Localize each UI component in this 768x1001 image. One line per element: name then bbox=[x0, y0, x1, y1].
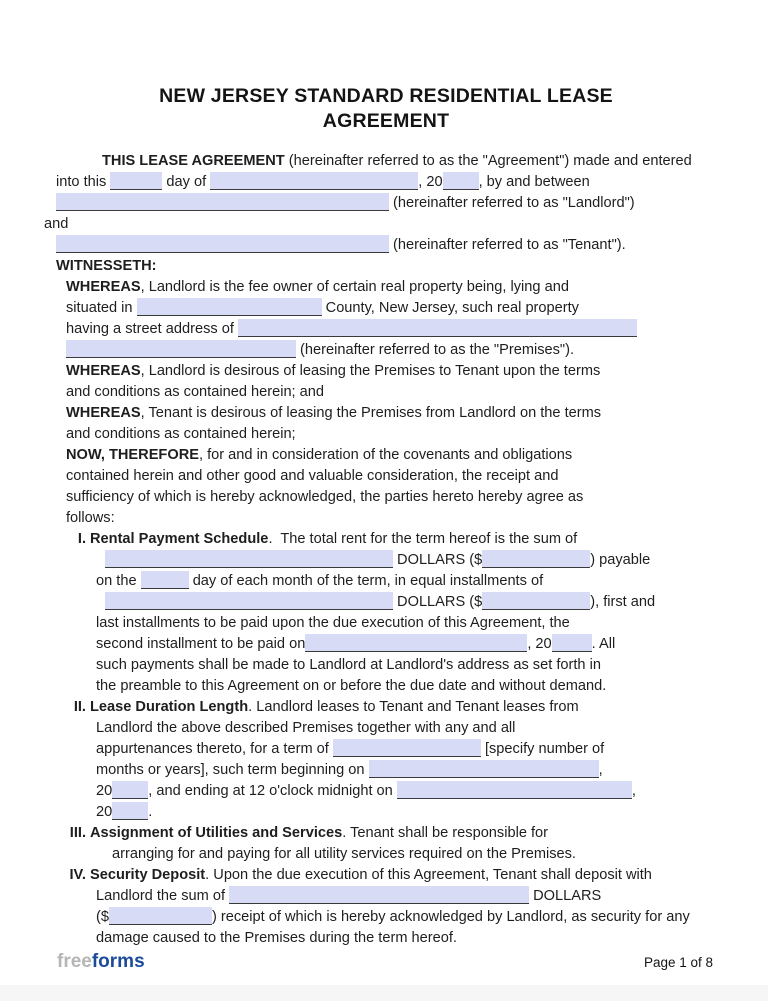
form-blank-field[interactable] bbox=[112, 802, 148, 820]
document-line bbox=[44, 781, 728, 802]
text: ($ bbox=[96, 909, 109, 925]
form-blank-field[interactable] bbox=[552, 634, 592, 652]
text: , Landlord is the fee owner of certain real property being, lying and bbox=[140, 279, 569, 295]
form-blank-field[interactable] bbox=[210, 172, 418, 190]
text: the preamble to this Agreement on or before the due date and without demand. bbox=[96, 678, 607, 694]
text: . The total rent for the term hereof is the sum of bbox=[268, 531, 578, 547]
form-blank-field[interactable] bbox=[238, 319, 637, 337]
document-line bbox=[44, 382, 728, 403]
text: , Landlord is desirous of leasing the Premises to Tenant upon the terms bbox=[140, 363, 601, 379]
document-line bbox=[44, 424, 728, 445]
text: Landlord the above described Premises together with any and all bbox=[96, 720, 516, 736]
text: DOLLARS ($ bbox=[393, 552, 483, 568]
document-line bbox=[44, 592, 728, 613]
form-blank-field[interactable] bbox=[56, 235, 389, 253]
bold-text: WHEREAS bbox=[66, 363, 141, 379]
bold-text: WITNESSETH: bbox=[56, 258, 157, 274]
text: . All bbox=[591, 636, 616, 652]
text: , 20 bbox=[527, 636, 552, 652]
document-line bbox=[44, 256, 728, 277]
form-blank-field[interactable] bbox=[482, 550, 590, 568]
text: on the bbox=[96, 573, 141, 589]
form-blank-field[interactable] bbox=[109, 907, 212, 925]
bold-text: WHEREAS bbox=[66, 279, 141, 295]
document-line bbox=[44, 823, 728, 844]
text: , 20 bbox=[418, 174, 443, 190]
document-line bbox=[44, 508, 728, 529]
text: , and ending at 12 o'clock midnight on bbox=[148, 783, 397, 799]
page-number-label: Page 1 of 8 bbox=[643, 955, 713, 970]
text: , Tenant is desirous of leasing the Premises from Landlord on the terms bbox=[140, 405, 602, 421]
document-line bbox=[44, 172, 728, 193]
text: County, New Jersey, such real property bbox=[321, 300, 579, 316]
text: (hereinafter referred to as "Landlord") bbox=[389, 195, 635, 211]
text: DOLLARS ($ bbox=[393, 594, 483, 610]
text: sufficiency of which is hereby acknowledged, the parties hereto hereby agree as bbox=[66, 489, 584, 505]
text: (hereinafter referred to as the "Premises"). bbox=[296, 342, 575, 358]
text: and bbox=[44, 216, 69, 232]
text: , bbox=[598, 762, 603, 778]
text: . Upon the due execution of this Agreement, Tenant shall deposit with bbox=[205, 867, 652, 883]
text: , for and in consideration of the covenants and obligations bbox=[198, 447, 573, 463]
document-line bbox=[44, 907, 728, 928]
form-blank-field[interactable] bbox=[56, 193, 389, 211]
text: having a street address of bbox=[66, 321, 238, 337]
text: and conditions as contained herein; bbox=[66, 426, 296, 442]
document-line bbox=[44, 403, 728, 424]
form-blank-field[interactable] bbox=[369, 760, 599, 778]
form-blank-field[interactable] bbox=[112, 781, 148, 799]
document-body bbox=[44, 151, 728, 949]
form-blank-field[interactable] bbox=[443, 172, 479, 190]
text: ) payable bbox=[590, 552, 651, 568]
bold-text: Lease Duration Length bbox=[90, 699, 249, 715]
text: . Tenant shall be responsible for bbox=[342, 825, 549, 841]
document-title-line2: AGREEMENT bbox=[322, 110, 450, 132]
item-marker: IV. bbox=[69, 867, 86, 883]
document-line bbox=[44, 466, 728, 487]
text: follows: bbox=[66, 510, 115, 526]
text: damage caused to the Premises during the term hereof. bbox=[96, 930, 457, 946]
text: [specify number of bbox=[480, 741, 605, 757]
text: into this bbox=[56, 174, 111, 190]
document-line bbox=[44, 844, 728, 865]
form-blank-field[interactable] bbox=[66, 340, 296, 358]
document-line bbox=[44, 298, 728, 319]
item-marker: I. bbox=[77, 531, 86, 547]
text: months or years], such term beginning on bbox=[96, 762, 369, 778]
text: last installments to be paid upon the due execution of this Agreement, the bbox=[96, 615, 570, 631]
text: . bbox=[148, 804, 153, 820]
document-line bbox=[44, 865, 728, 886]
document-line bbox=[44, 886, 728, 907]
form-blank-field[interactable] bbox=[333, 739, 481, 757]
document-line bbox=[44, 151, 728, 172]
form-blank-field[interactable] bbox=[229, 886, 529, 904]
form-blank-field[interactable] bbox=[105, 550, 393, 568]
item-marker: III. bbox=[69, 825, 86, 841]
document-line bbox=[44, 361, 728, 382]
document-line bbox=[44, 214, 728, 235]
document-line bbox=[44, 193, 728, 214]
text: situated in bbox=[66, 300, 137, 316]
text: , bbox=[631, 783, 636, 799]
freeforms-logo bbox=[57, 951, 145, 973]
bold-text: Security Deposit bbox=[90, 867, 206, 883]
bold-text: NOW, THEREFORE bbox=[66, 447, 199, 463]
text: second installment to be paid on bbox=[96, 636, 306, 652]
text: ) receipt of which is hereby acknowledged by Landlord, as security for any bbox=[211, 909, 690, 925]
text: 20 bbox=[96, 783, 113, 799]
document-line bbox=[44, 655, 728, 676]
text: DOLLARS bbox=[529, 888, 602, 904]
document-line bbox=[44, 802, 728, 823]
text: 20 bbox=[96, 804, 113, 820]
document-line bbox=[44, 529, 728, 550]
document-line bbox=[44, 928, 728, 949]
document-line bbox=[44, 445, 728, 466]
text: (hereinafter referred to as the "Agreement") made and entered bbox=[284, 153, 692, 169]
bold-text: Assignment of Utilities and Services bbox=[90, 825, 343, 841]
document-title-line1: NEW JERSEY STANDARD RESIDENTIAL LEASE bbox=[159, 85, 613, 107]
form-blank-field[interactable] bbox=[397, 781, 632, 799]
document-line bbox=[44, 277, 728, 298]
document-line bbox=[44, 319, 728, 340]
form-blank-field[interactable] bbox=[110, 172, 162, 190]
form-blank-field[interactable] bbox=[305, 634, 527, 652]
form-blank-field[interactable] bbox=[137, 298, 322, 316]
text: contained herein and other good and valuable consideration, the receipt and bbox=[66, 468, 559, 484]
document-line bbox=[44, 718, 728, 739]
page-edge-strip bbox=[0, 985, 768, 1001]
item-marker: II. bbox=[73, 699, 86, 715]
text: day of bbox=[162, 174, 211, 190]
document-line bbox=[44, 550, 728, 571]
page-footer bbox=[0, 949, 768, 973]
form-blank-field[interactable] bbox=[141, 571, 189, 589]
bold-text: WHEREAS bbox=[66, 405, 141, 421]
logo-forms-text: forms bbox=[91, 951, 145, 972]
text: Landlord the sum of bbox=[96, 888, 230, 904]
document-line bbox=[44, 634, 728, 655]
document-line bbox=[44, 571, 728, 592]
text: arranging for and paying for all utility services required on the Premises. bbox=[112, 846, 576, 862]
document-line bbox=[44, 340, 728, 361]
document-line bbox=[44, 697, 728, 718]
form-blank-field[interactable] bbox=[105, 592, 393, 610]
bold-text: THIS LEASE AGREEMENT bbox=[102, 153, 285, 169]
text: , by and between bbox=[478, 174, 590, 190]
text: appurtenances thereto, for a term of bbox=[96, 741, 333, 757]
document-line bbox=[44, 676, 728, 697]
form-blank-field[interactable] bbox=[482, 592, 590, 610]
text: and conditions as contained herein; and bbox=[66, 384, 325, 400]
document-title bbox=[44, 84, 728, 134]
text: such payments shall be made to Landlord at Landlord's address as set forth in bbox=[96, 657, 601, 673]
text: ), first and bbox=[590, 594, 656, 610]
document-line bbox=[44, 487, 728, 508]
text: (hereinafter referred to as "Tenant"). bbox=[389, 237, 626, 253]
document-line bbox=[44, 613, 728, 634]
text: day of each month of the term, in equal installments of bbox=[188, 573, 544, 589]
document-line bbox=[44, 739, 728, 760]
text: . Landlord leases to Tenant and Tenant leases from bbox=[248, 699, 579, 715]
document-line bbox=[44, 235, 728, 256]
logo-free-text: free bbox=[57, 951, 92, 972]
document-line bbox=[44, 760, 728, 781]
bold-text: Rental Payment Schedule bbox=[90, 531, 269, 547]
